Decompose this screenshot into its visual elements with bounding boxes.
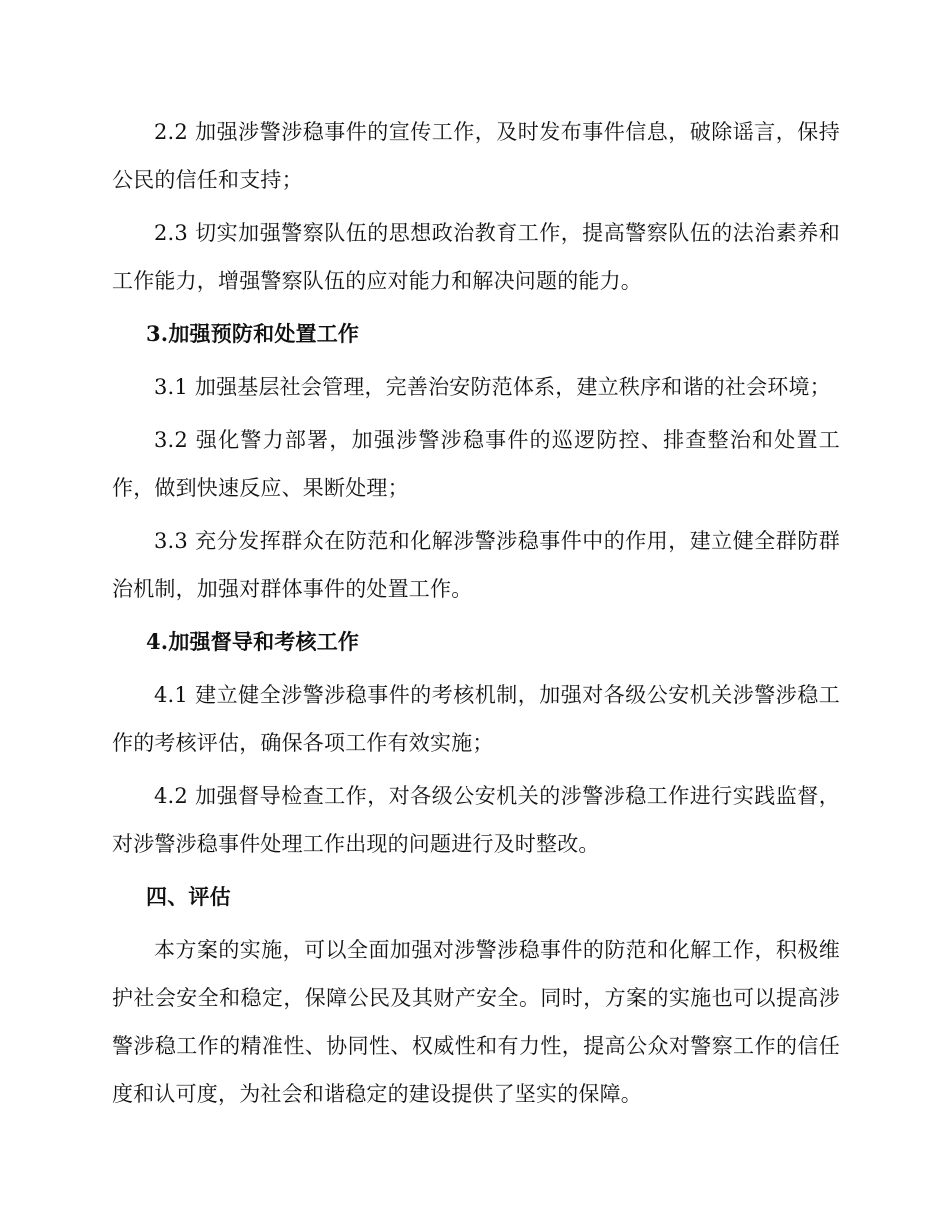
paragraph-2-3: 2.3 切实加强警察队伍的思想政治教育工作，提高警察队伍的法治素养和工作能力，增强警察队伍的应对能力和解决问题的能力。 [112,221,840,293]
section-heading-3: 3.加强预防和处置工作 [146,321,360,346]
paragraph-4-2: 4.2 加强督导检查工作，对各级公安机关的涉警涉稳工作进行实践监督，对涉警涉稳事件处理工作出现的问题进行及时整改。 [112,784,840,856]
paragraph-evaluation: 本方案的实施，可以全面加强对涉警涉稳事件的防范和化解工作，积极维护社会安全和稳定，保障公民及其财产安全。同时，方案的实施也可以提高涉警涉稳工作的精准性、协同性、权威性和有力性，提高公众对警察工作的信任度和认可度，为社会和谐稳定的建设提供了坚实的保障。 [112,938,840,1106]
document-body [112,108,840,1123]
paragraph-4-1: 4.1 建立健全涉警涉稳事件的考核机制，加强对各级公安机关涉警涉稳工作的考核评估，确保各项工作有效实施； [112,683,840,755]
paragraph-3-3: 3.3 充分发挥群众在防范和化解涉警涉稳事件中的作用，建立健全群防群治机制，加强对群体事件的处置工作。 [112,529,840,601]
paragraph-2-2: 2.2 加强涉警涉稳事件的宣传工作，及时发布事件信息，破除谣言，保持公民的信任和支持； [112,120,840,192]
section-heading-evaluation: 四、评估 [146,884,231,909]
paragraph-3-1: 3.1 加强基层社会管理，完善治安防范体系，建立秩序和谐的社会环境； [154,375,831,399]
section-heading-4: 4.加强督导和考核工作 [146,629,360,654]
paragraph-3-2: 3.2 强化警力部署，加强涉警涉稳事件的巡逻防控、排查整治和处置工作，做到快速反应、果断处理； [112,428,840,500]
